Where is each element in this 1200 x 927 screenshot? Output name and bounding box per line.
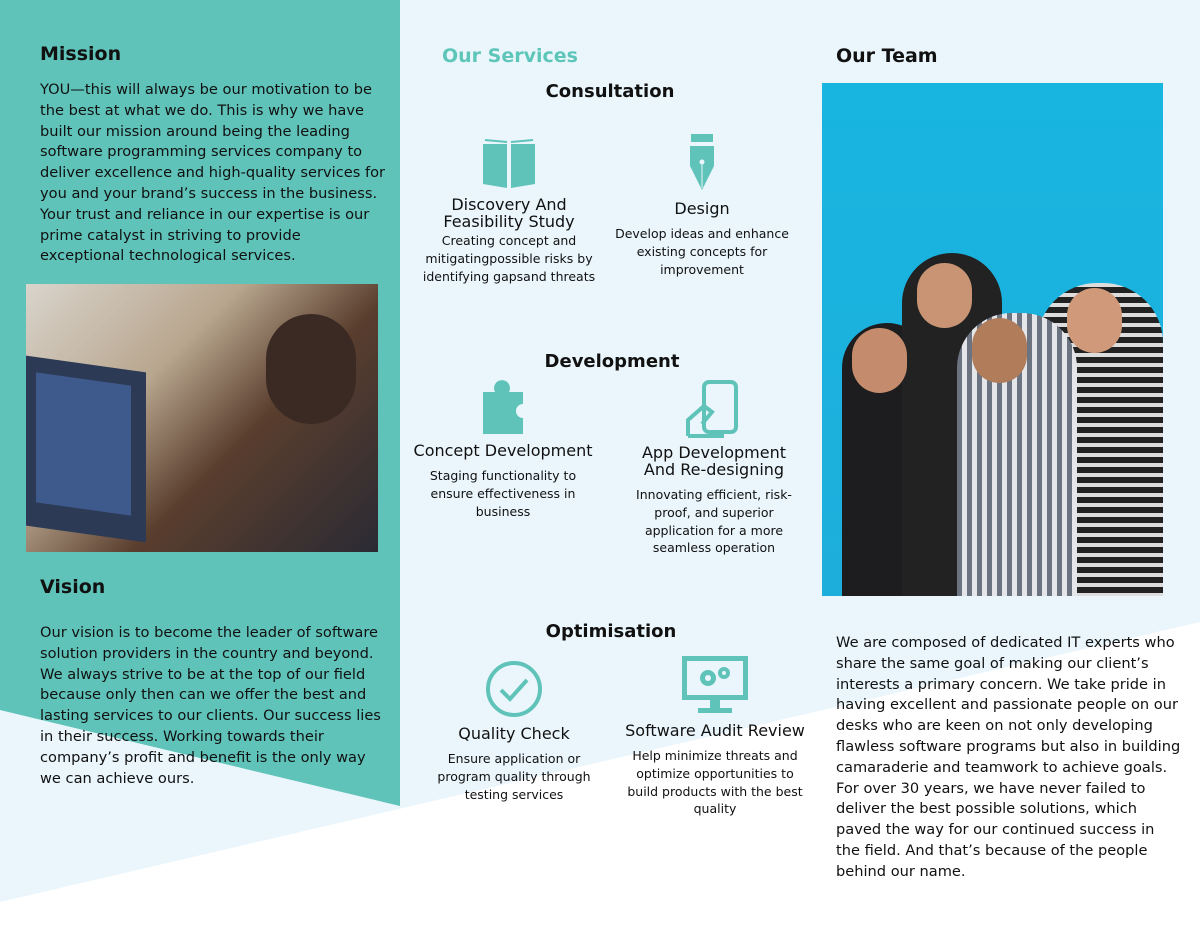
services-title: Our Services [442,45,578,67]
vision-text: Our vision is to become the leader of software solution providers in the country and beyond. We always strive to be at the top of our field because only then can we offer the best and lasting services to our clients. Our success lies in their success. Working towards their company’s profit and benefit is the only way we can achieve ours. [40,624,381,787]
book-icon [481,138,537,190]
pen-nib-icon [687,134,717,192]
service-quality: Quality Check Ensure application or program quality through testing services [424,660,604,803]
phone-hand-icon [684,380,744,438]
office-photo [26,284,378,552]
mission-text: YOU—this will always be our motivation to be the best at what we do. This is why we have built our mission around being the leading software programming services company to deliver excellence and high-quality services for you and your brand’s success in the business. Your trust and reliance in our expertise is our prime catalyst in striving to provide exceptional technological services. [40,81,386,265]
check-circle-icon [485,660,543,718]
team-photo [822,83,1163,596]
mission-title: Mission [40,43,122,65]
team-text: We are composed of dedicated IT experts who share the same goal of making our client’s interests a primary concern. We take pride in having excellent and passionate people on our desks who are keen on not only developing flawless software programs but also in building camaraderie and teamwork to achieve goals. For over 30 years, we have never failed to deliver the best possible solutions, which paved the way for our continued success in the field. And that’s because of the people behind our name. [836,634,1181,880]
service-discovery: Discovery And Feasibility Study Creating concept and mitigatingpossible risks by identifying gapsand threats [419,138,599,285]
optimisation-title: Optimisation [545,621,677,642]
monitor-gears-icon [680,654,750,716]
service-design: Design Develop ideas and enhance existing concepts for improvement [612,134,792,278]
vision-title: Vision [40,576,106,598]
service-concept: Concept Development Staging functionality to ensure effectiveness in business [413,376,593,520]
service-audit: Software Audit Review Help minimize threats and optimize opportunities to build products with the best quality [625,654,805,818]
puzzle-icon [479,376,527,436]
consultation-title: Consultation [545,81,675,102]
development-title: Development [544,351,680,372]
service-app-dev: App Development And Re-designing Innovating efficient, risk-proof, and superior application for a more seamless operation [626,380,802,557]
team-title: Our Team [836,45,938,67]
